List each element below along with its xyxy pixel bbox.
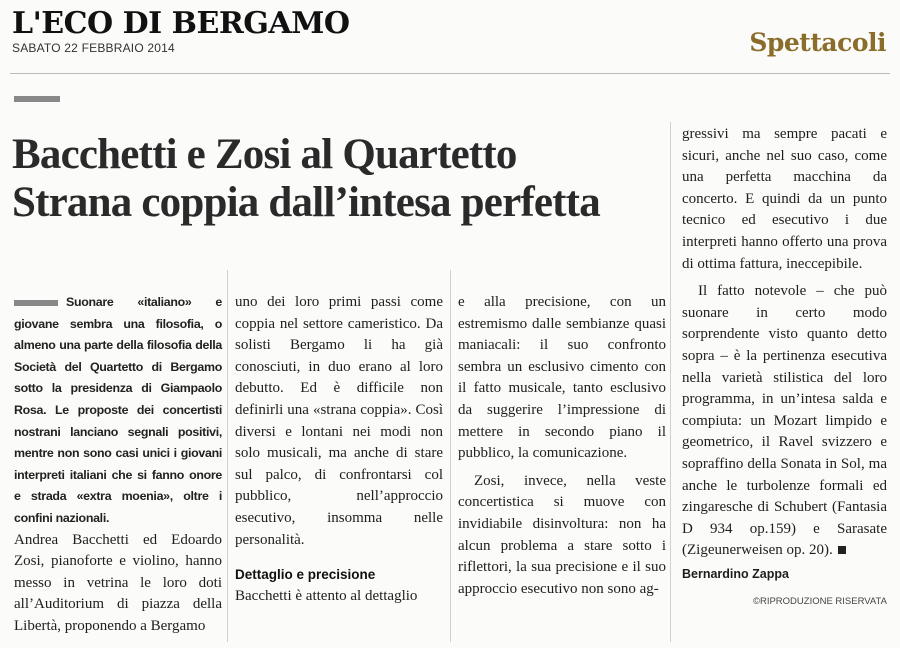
body-paragraph: Andrea Bacchetti ed Edoardo Zosi, pianoforte e violino, hanno messo in vetrina le loro doti all’Auditorium di piazza della Libertà, proponendo a Bergamo bbox=[14, 531, 222, 634]
column-divider bbox=[227, 270, 228, 642]
headline bbox=[12, 131, 642, 227]
header-divider bbox=[10, 73, 890, 74]
column-1 bbox=[14, 292, 222, 638]
body-paragraph: Zosi, invece, nella veste concertistica si muove con invidiabile disinvoltura: non ha alcun problema a stare sotto i riflettori, la sua precisione e il suo approccio esecutivo non sono ag- bbox=[458, 472, 666, 597]
masthead bbox=[12, 8, 349, 55]
headline-line-1: Bacchetti e Zosi al Quartetto bbox=[12, 131, 517, 178]
byline: Bernardino Zappa bbox=[682, 566, 789, 581]
subheading: Dettaglio e precisione bbox=[235, 567, 376, 583]
lead-bar bbox=[14, 300, 58, 306]
column-2 bbox=[235, 292, 443, 607]
copyright-notice: ©RIPRODUZIONE RISERVATA bbox=[752, 596, 887, 608]
column-3 bbox=[458, 292, 666, 600]
body-paragraph: Il fatto notevole – che può suonare in certo modo sorprendente visto quanto detto sopra – è la pertinenza esecutiva nella varietà stilistica del loro programma, in un’intesa salda e compiuta: un Mozart limpido e geometrico, il Ravel svizzero e sopraffino della Sonata in Sol, ma anche le turbolenze formali ed zingaresche di Schubert (Fantasia D 934 op.159) e Sarasate (Zigeunerweisen op. 20). bbox=[682, 283, 887, 559]
body-paragraph: uno dei loro primi passi come coppia nel settore cameristico. Da solisti Bergamo li ha già conosciuti, in duo erano al loro debutto. Ed è difficile non definirli una «strana coppia». Così diversi e lontani nei modi non solo musicali, ma anche di stare sul palco, di confrontarsi col pubblico, nell’approccio esecutivo, insomma nelle personalità. bbox=[235, 294, 443, 548]
column-4 bbox=[682, 124, 887, 613]
issue-date: SABATO 22 FEBBRAIO 2014 bbox=[12, 41, 175, 55]
body-paragraph: e alla precisione, con un estremismo dalle sembianze quasi maniacali: il suo confronto sembra un esclusivo cimento con il fatto musicale, tanto esclusivo da suggerire l’impressione di mettere in secondo piano il pubblico, la comunicazione. bbox=[458, 294, 666, 462]
newspaper-title: L'ECO DI BERGAMO bbox=[12, 6, 350, 41]
column-divider bbox=[670, 122, 671, 642]
body-paragraph: Bacchetti è attento al dettaglio bbox=[235, 587, 418, 604]
body-paragraph: gressivi ma sempre pacati e sicuri, anche nel suo caso, come una perfetta macchina da concerto. E quindi da un punto tecnico ed esecutivo i due interpreti hanno offerto una prova di ottima fattura, ineccepibile. bbox=[682, 126, 887, 272]
column-divider bbox=[450, 270, 451, 642]
headline-line-2: Strana coppia dall’intesa perfetta bbox=[12, 179, 600, 226]
kicker-bar bbox=[14, 96, 60, 102]
lead-paragraph: Suonare «italiano» e giovane sembra una filosofia, o almeno una parte della filosofia della Società del Quartetto di Bergamo sotto la presidenza di Giampaolo Rosa. Le proposte dei concertisti nostrani lanciano segnali positivi, mentre non sono casi unici i giovani interpreti italiani che si fanno onore e strada «extra moenia», oltre i confini nazionali. bbox=[14, 295, 222, 525]
section-label: Spettacoli bbox=[749, 28, 886, 57]
end-of-article-mark bbox=[838, 546, 846, 554]
